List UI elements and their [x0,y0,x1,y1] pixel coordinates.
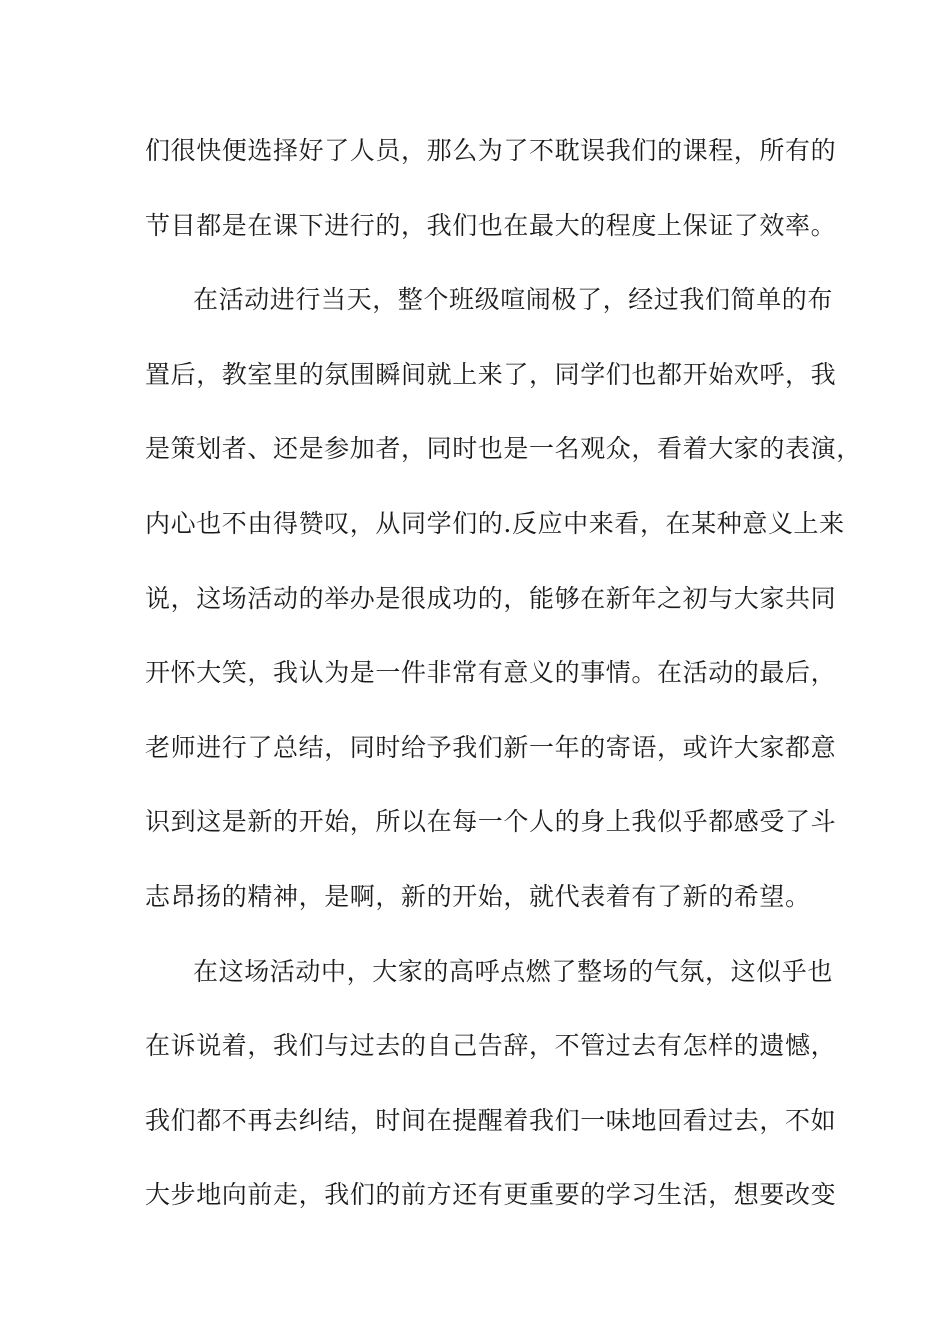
text-line: 识到这是新的开始，所以在每一个人的身上我似乎都感受了斗 [145,807,837,837]
text-line: 大步地向前走，我们的前方还有更重要的学习生活，想要改变 [145,1180,837,1210]
text-line: 节目都是在课下进行的，我们也在最大的程度上保证了效率。 [145,210,837,240]
paragraph-start-line: 在活动进行当天，整个班级喧闹极了，经过我们简单的布 [193,285,834,315]
text-line: 在诉说着，我们与过去的自己告辞，不管过去有怎样的遗憾， [145,1031,837,1061]
text-line: 志昂扬的精神，是啊，新的开始，就代表着有了新的希望。 [145,881,811,911]
text-line: 是策划者、还是参加者，同时也是一名观众，看着大家的表演， [145,434,862,464]
text-line: 置后，教室里的氛围瞬间就上来了，同学们也都开始欢呼，我 [145,359,837,389]
text-line: 老师进行了总结，同时给予我们新一年的寄语，或许大家都意 [145,732,837,762]
text-line: 开怀大笑，我认为是一件非常有意义的事情。在活动的最后， [145,658,837,688]
text-line: 们很快便选择好了人员，那么为了不耽误我们的课程，所有的 [145,136,837,165]
body-text [145,128,862,1247]
text-line: 内心也不由得赞叹，从同学们的.反应中来看，在某种意义上来 [145,508,845,538]
text-line: 我们都不再去纠结，时间在提醒着我们一味地回看过去，不如 [145,1105,837,1135]
paragraph-start-line: 在这场活动中，大家的高呼点燃了整场的气氛，这似乎也 [193,956,834,986]
text-line: 说，这场活动的举办是很成功的，能够在新年之初与大家共同 [145,583,837,613]
